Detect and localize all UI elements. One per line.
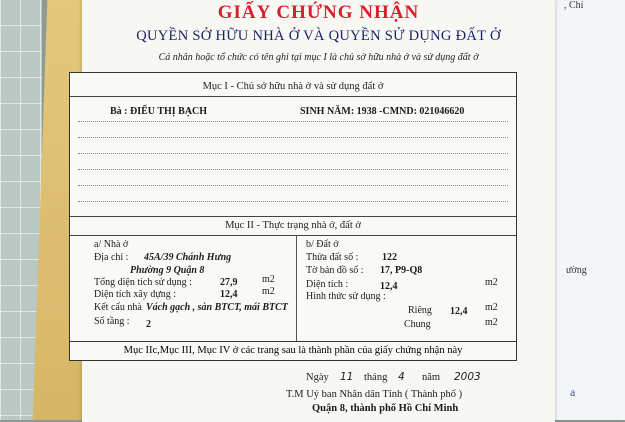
structure-value: Vách gạch , sàn BTCT, mái BTCT xyxy=(146,302,288,313)
owner-birth-id: SINH NĂM: 1938 -CMND: 021046620 xyxy=(300,106,465,117)
dotted-line xyxy=(78,201,508,202)
private-value: 12,4 xyxy=(450,306,468,317)
dotted-line xyxy=(78,121,508,122)
parcel-value: 122 xyxy=(382,252,397,263)
column-divider xyxy=(296,235,297,342)
house-heading: a/ Nhà ở xyxy=(94,239,129,250)
background-doc-handwritten-mark: a xyxy=(570,385,576,399)
dotted-line xyxy=(78,169,508,170)
date-day-label: Ngày xyxy=(306,372,329,383)
land-area-value: 12,4 xyxy=(380,281,398,292)
unit-m2: m2 xyxy=(485,302,498,313)
construction-area-label: Diện tích xây dựng : xyxy=(94,289,177,300)
address-line2: Phường 9 Quận 8 xyxy=(130,265,205,276)
background-doc-text-mid: ường xyxy=(566,265,587,276)
authority-line1: T.M Uỷ ban Nhân dân Tỉnh ( Thành phố ) xyxy=(286,389,463,400)
address-value: 45A/39 Chánh Hưng xyxy=(144,252,232,263)
date-month-value: 4 xyxy=(398,371,405,383)
unit-m2: m2 xyxy=(262,286,275,297)
floors-value: 2 xyxy=(146,319,151,330)
usage-area-label: Tổng diện tích sử dụng : xyxy=(94,277,192,288)
dotted-line xyxy=(78,185,508,186)
usage-area-value: 27,9 xyxy=(220,277,238,288)
usage-form-label: Hình thức sử dụng : xyxy=(306,291,386,302)
unit-m2: m2 xyxy=(262,274,275,285)
section2-header: Mục II - Thực trạng nhà ở, đất ở xyxy=(70,216,516,236)
background-document xyxy=(552,0,625,420)
certificate-page xyxy=(82,0,555,422)
date-day-value: 11 xyxy=(340,371,354,383)
parcel-label: Thửa đất số : xyxy=(306,252,359,263)
footer-note: Mục IIc,Mục III, Mục IV ở các trang sau là thành phần của giấy chứng nhận này xyxy=(70,341,516,360)
unit-m2: m2 xyxy=(485,317,498,328)
address-label: Địa chỉ : xyxy=(94,252,129,263)
date-month-label: tháng xyxy=(364,372,388,383)
private-label: Riêng xyxy=(408,305,432,316)
owner-name: Bà : ĐIỂU THỊ BẠCH xyxy=(110,106,208,117)
certificate-title: GIẤY CHỨNG NHẬN xyxy=(217,2,420,23)
dotted-line xyxy=(78,137,508,138)
authority-line2: Quận 8, thành phố Hồ Chí Minh xyxy=(312,403,459,414)
certificate-table xyxy=(69,72,517,361)
land-area-label: Diện tích : xyxy=(306,279,349,290)
floors-label: Số tầng : xyxy=(94,316,130,327)
date-year-value: 2003 xyxy=(454,371,481,383)
structure-label: Kết cấu nhà xyxy=(94,302,142,313)
background-doc-text-top: , Chí xyxy=(564,0,584,11)
land-heading: b/ Đất ở xyxy=(306,239,339,250)
certificate-intro: Cá nhân hoặc tổ chức có tên ghi tại mục I là chủ sở hữu nhà ở và sử dụng đất ở xyxy=(158,52,479,63)
section1-header: Mục I - Chủ sở hữu nhà ở và sử dụng đất ở xyxy=(70,78,516,97)
map-sheet-value: 17, P9-Q8 xyxy=(380,265,423,276)
dotted-line xyxy=(78,153,508,154)
unit-m2: m2 xyxy=(485,277,498,288)
map-sheet-label: Tờ bản đồ số : xyxy=(306,265,364,276)
date-year-label: năm xyxy=(422,372,441,383)
shared-label: Chung xyxy=(404,319,431,330)
construction-area-value: 12,4 xyxy=(220,289,238,300)
certificate-subtitle: QUYỀN SỞ HỮU NHÀ Ở VÀ QUYỀN SỬ DỤNG ĐẤT Ở xyxy=(136,28,501,44)
